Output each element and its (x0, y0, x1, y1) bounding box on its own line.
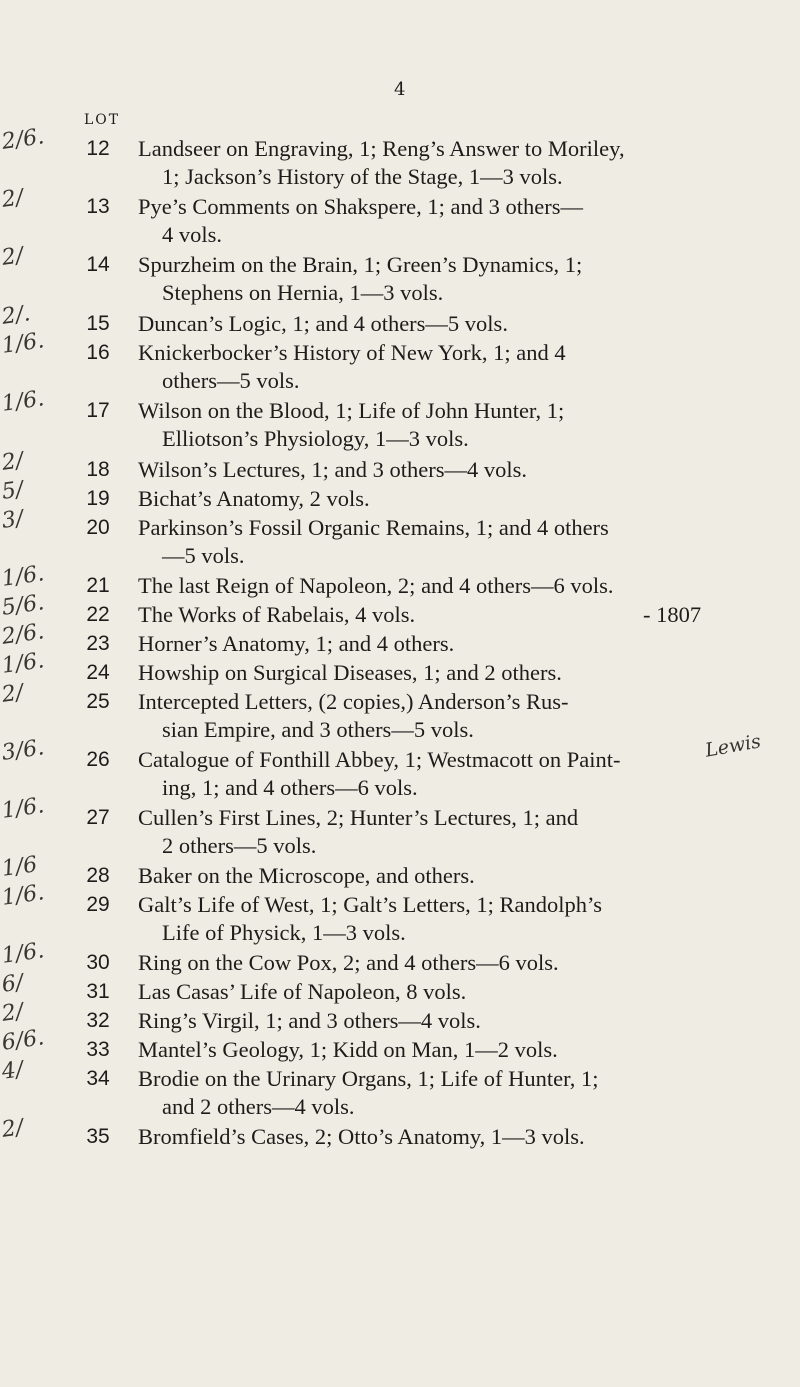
lot-description-line: 4 vols. (162, 222, 223, 247)
lot-description-line: sian Empire, and 3 others—5 vols. (162, 717, 474, 742)
lot-description-line: Ring’s Virgil, 1; and 3 others—4 vols. (138, 1008, 481, 1033)
lot-number: 28 (86, 864, 110, 887)
lot-description-line: Galt’s Life of West, 1; Galt’s Letters, 1; Randolph’s (138, 892, 602, 917)
lot-description (138, 193, 778, 249)
handwritten-price: 2/6. (0, 619, 46, 650)
lot-description-line: Wilson’s Lectures, 1; and 3 others—4 vols. (138, 457, 528, 482)
handwritten-price: 4/ (0, 1057, 25, 1085)
lot-description (138, 630, 778, 658)
lot-description-line: Spurzheim on the Brain, 1; Green’s Dynamics, 1; (138, 252, 583, 277)
lot-description (138, 1065, 778, 1121)
lot-number: 34 (86, 1067, 110, 1090)
lot-description (138, 978, 778, 1006)
lot-description (138, 339, 778, 395)
page-number: 4 (394, 79, 406, 100)
lot-description-line: others—5 vols. (162, 368, 300, 393)
lot-description-line: Elliotson’s Physiology, 1—3 vols. (162, 426, 469, 451)
lot-description (138, 746, 778, 802)
lot-description-line: Horner’s Anatomy, 1; and 4 others. (138, 631, 455, 656)
lot-number: 32 (86, 1009, 110, 1032)
lot-description (138, 485, 778, 513)
lot-description (138, 456, 778, 484)
handwritten-price: 2/. (0, 301, 32, 330)
lot-number: 30 (86, 951, 110, 974)
lot-number: 27 (86, 806, 110, 829)
handwritten-price: 2/ (0, 448, 25, 476)
lot-description-line: Las Casas’ Life of Napoleon, 8 vols. (138, 979, 467, 1004)
lot-number: 20 (86, 516, 110, 539)
lot-description (138, 572, 778, 600)
handwritten-price: 2/ (0, 680, 25, 708)
lot-description (138, 135, 778, 191)
lot-description (138, 310, 778, 338)
lot-number: 17 (86, 399, 110, 422)
lot-description-line: 1; Jackson’s History of the Stage, 1—3 vols. (162, 164, 563, 189)
handwritten-price: 3/ (0, 506, 25, 534)
lot-description-line: Brodie on the Urinary Organs, 1; Life of Hunter, 1; (138, 1066, 599, 1091)
lot-description-line: Mantel’s Geology, 1; Kidd on Man, 1—2 vols. (138, 1037, 558, 1062)
handwritten-price: 1/6. (0, 328, 46, 359)
lot-number: 23 (86, 632, 110, 655)
lot-number: 19 (86, 487, 110, 510)
handwritten-price: 1/6 (0, 852, 39, 882)
handwritten-price: 1/6. (0, 561, 46, 592)
annotation-1807: - 1807 (643, 602, 702, 627)
lot-description (138, 251, 778, 307)
handwritten-price: 1/6. (0, 648, 46, 679)
lot-number: 14 (86, 253, 110, 276)
lot-description (138, 891, 778, 947)
lot-number: 35 (86, 1125, 110, 1148)
handwritten-price: 1/6. (0, 386, 46, 417)
lot-number: 16 (86, 341, 110, 364)
lot-column-heading: LOT (84, 112, 121, 128)
lot-description (138, 514, 778, 570)
handwritten-price: 6/ (0, 970, 25, 998)
handwritten-price: 2/6. (0, 124, 46, 155)
lot-description-line: Duncan’s Logic, 1; and 4 others—5 vols. (138, 311, 508, 336)
lot-description-line: —5 vols. (162, 543, 245, 568)
lot-description-line: Landseer on Engraving, 1; Reng’s Answer to Moriley, (138, 136, 625, 161)
handwritten-price: 5/ (0, 477, 25, 505)
lot-description-line: Stephens on Hernia, 1—3 vols. (162, 280, 444, 305)
lot-description-line: The last Reign of Napoleon, 2; and 4 others—6 vols. (138, 573, 614, 598)
handwritten-price: 2/ (0, 1115, 25, 1143)
lot-number: 25 (86, 690, 110, 713)
lot-description-line: Catalogue of Fonthill Abbey, 1; Westmacott on Paint- (138, 747, 621, 772)
handwritten-price: 1/6. (0, 793, 46, 824)
lot-description-line: Life of Physick, 1—3 vols. (162, 920, 406, 945)
lot-description-line: Parkinson’s Fossil Organic Remains, 1; and 4 others (138, 515, 609, 540)
lot-description-line: The Works of Rabelais, 4 vols. (138, 602, 416, 627)
handwritten-price: 1/6. (0, 880, 46, 911)
lot-number: 12 (86, 137, 110, 160)
lot-description-line: Bichat’s Anatomy, 2 vols. (138, 486, 370, 511)
lot-number: 29 (86, 893, 110, 916)
lot-description (138, 1123, 778, 1151)
lot-number: 21 (86, 574, 110, 597)
lot-description-line: Ring on the Cow Pox, 2; and 4 others—6 vols. (138, 950, 559, 975)
lot-description-line: ing, 1; and 4 others—6 vols. (162, 775, 418, 800)
handwritten-price: 6/6. (0, 1025, 46, 1056)
lot-description-line: Pye’s Comments on Shakspere, 1; and 3 others— (138, 194, 583, 219)
lot-description-line: Cullen’s First Lines, 2; Hunter’s Lectures, 1; and (138, 805, 579, 830)
lot-description-line: Knickerbocker’s History of New York, 1; and 4 (138, 340, 566, 365)
lot-description-line: Baker on the Microscope, and others. (138, 863, 475, 888)
lot-description (138, 804, 778, 860)
lot-description-line: Wilson on the Blood, 1; Life of John Hunter, 1; (138, 398, 565, 423)
handwritten-price: 3/6. (0, 735, 46, 766)
lot-description-line: 2 others—5 vols. (162, 833, 317, 858)
lot-number: 22 (86, 603, 110, 626)
lot-number: 24 (86, 661, 110, 684)
handwritten-price: 1/6. (0, 938, 46, 969)
lot-description (138, 949, 778, 977)
handwritten-price: 2/ (0, 999, 25, 1027)
lot-number: 18 (86, 458, 110, 481)
lot-number: 15 (86, 312, 110, 335)
lot-description (138, 397, 778, 453)
handwritten-price: 2/ (0, 185, 25, 213)
lot-number: 26 (86, 748, 110, 771)
lot-number: 33 (86, 1038, 110, 1061)
lot-description (138, 862, 778, 890)
lot-number: 31 (86, 980, 110, 1003)
lot-description-line: Intercepted Letters, (2 copies,) Anderson’s Rus- (138, 689, 569, 714)
lot-description (138, 688, 778, 744)
lot-description-line: Bromfield’s Cases, 2; Otto’s Anatomy, 1—3 vols. (138, 1124, 585, 1149)
lot-number: 13 (86, 195, 110, 218)
handwritten-price: 2/ (0, 243, 25, 271)
lot-description (138, 659, 778, 687)
margin-signature: Lewis (703, 730, 763, 762)
lot-description (138, 1007, 778, 1035)
lot-description-line: and 2 others—4 vols. (162, 1094, 355, 1119)
handwritten-price: 5/6. (0, 590, 46, 621)
lot-description-line: Howship on Surgical Diseases, 1; and 2 others. (138, 660, 562, 685)
lot-description (138, 1036, 778, 1064)
